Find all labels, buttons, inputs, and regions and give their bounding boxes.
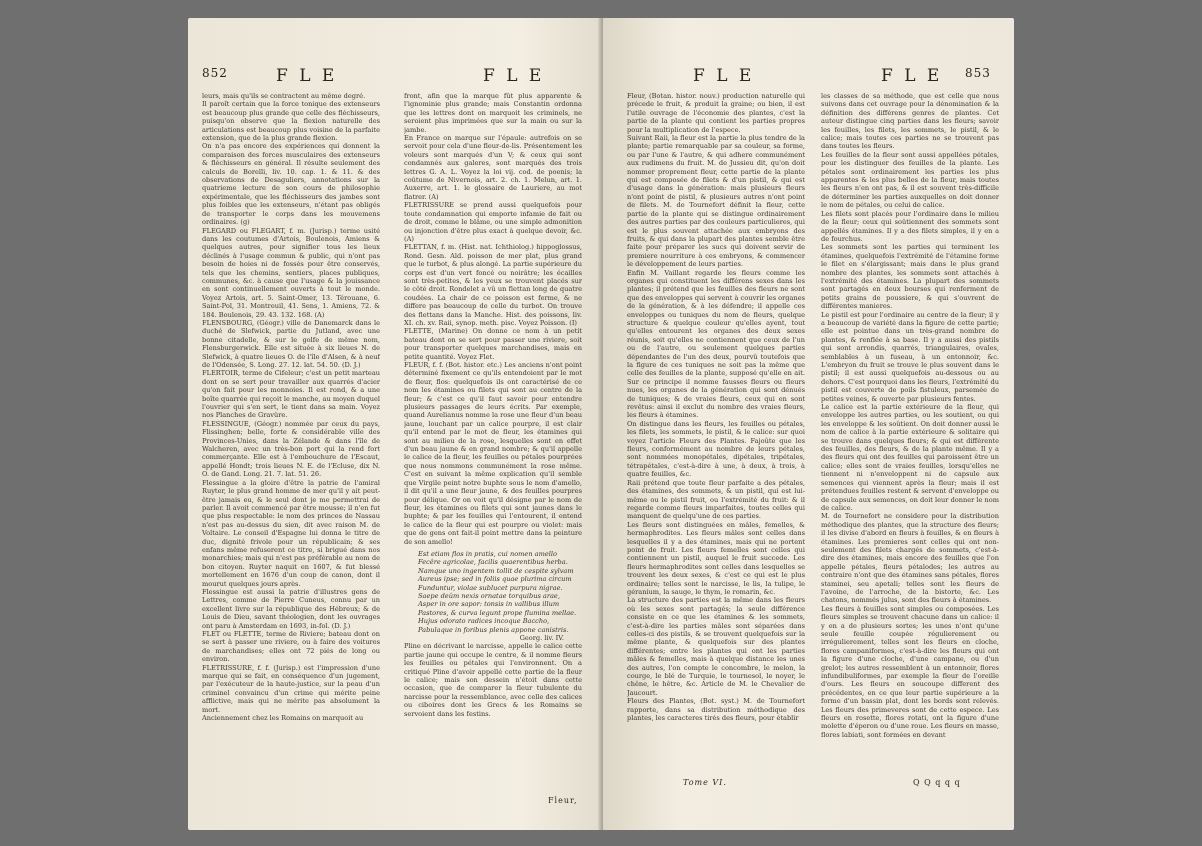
signature-mark: Q Q q q q xyxy=(913,778,961,787)
page-number-right: 853 xyxy=(965,66,991,80)
left-column-2 xyxy=(404,92,582,830)
page-number-left: 852 xyxy=(202,66,228,80)
catchword: Fleur, xyxy=(548,796,578,805)
left-column-1: leurs, mais qu'ils se contractent au même degré. Il paroît certain que la force tonique des extenseurs est beaucoup plus grande que celle des fléchisseurs, puisqu'on observe que la flexion naturelle des articulations est beaucoup plus voisine de la parfaite extension, que de la plus grande flexion. On n'a pas encore des expériences qui donnent la comparaison des forces musculaires des extenseurs & fléchisseurs en général. Il résulte seulement des calculs de Borelli, liv. 10. cap. 1. & 11. & des observations de Desaguliers, annotations sur la quatrieme lecture de son cours de philosophie expérimentale, que les fléchisseurs des jambes sont plus foibles que les extenseurs, n'étant pas obligés de transporter le corps dans les mouvemens ordinaires. (g) FLEGARD ou FLEGART, f. m. (Jurisp.) terme usité dans les coutumes d'Artois, Boulenois, Amiens & quelques autres, pour signifier tous les lieux déclinés à l'usage commun & public, qui n'ont pas besoin de hoies ni de fossés pour être conservés, tels que les chemins, sentiers, places publiques, communes, &c. à cause que l'usage & la jouissance en sont continuellement ouverts à tout le monde. Voyez Artois, art. 5. Saint-Omer, 13. Térouane, 6. Saint-Pol, 31. Montreuil, 41. Sens, 1. Amiens, 72. & 184. Boulenois, 29. 43. 132. 168. (A) FLENSBOURG, (Géogr.) ville de Danemarck dans le duché de Slefwick, partie du Jutland, avec une bonne citadelle, & sur le golfe de même nom, Flensburgerwick. Elle est située à six lieues N. de Slefwick, à quatre lieues O. de l'île d'Alsen, & à neuf de l'Odensée, S. Long. 27. 12. lat. 54. 50. (D. J.) FLERTOIR, terme de Cifeleur; c'est un petit marteau dont on se sert pour travailler aux quarrés d'acier qu'on fait pour les monnoies. Il est rond, & a une boîte quarrée qui reçoit le manche, au moyen duquel l'ouvrier qui s'en sert, le tient dans sa main. Voyez nos Planches de Gravûre. FLESSINGUE, (Géogr.) nommée par ceux du pays, Flissinghen; belle, forte & considérable ville des Provinces-Unies, dans la Zélande & dans l'île de Walcheren, avec un très-bon port qui la rend fort commerçante. Elle est à l'embouchure de l'Escaut, appellé Hondt; trois lieues N. E. de l'Ecluse, dix N. O. de Gand. Long. 21. 7. lat. 51. 26. Flessingue a la gloire d'être la patrie de l'amiral Ruyter, le plus grand homme de mer qu'il y ait peut-être jamais eu, & le seul dont je me permettrai de parler. Il avoit commencé par être mousse; il n'en fut que plus respectable: le nom des princes de Nassau n'est pas au-dessus du sien, dit avec raison M. de Voltaire. Le conseil d'Espagne lui donna le titre de duc, dignité frivole pour un républicain; & ses enfans même refuserent ce titre, si brigué dans nos monarchies; mais qui n'est pas préférable au nom de bon citoyen. Ruyter naquit en 1607, & fut blessé mortellement en 1676 d'un coup de canon, dont il mourut quelques jours après. Flessingue est aussi la patrie d'illustres gens de Lettres, comme de Pierre Cuneus, connu par un excellent livre sur la république des Hébreux; & de Louis de Dieu, savant théologien, dont les ouvrages ont paru à Amsterdam en 1693, in-fol. (D. J.) FLET ou FLETTE, terme de Riviere; bateau dont on se sert à passer une riviere, ou à faire des voitures de marchandises; elles ont 72 piés de long ou environ. FLETRISSURE, f. f. (Jurisp.) est l'impression d'une marque qui se fait, en conséquence d'un jugement, par l'exécuteur de la haute-justice, sur la peau d'un criminel convaincu d'un crime qui mérite peine afflictive, mais qui ne mérite pas absolument la mort. Anciennement chez les Romains on marquoit au xyxy=(202,92,380,723)
left-column-2-after: Pline en décrivant le narcisse, appelle le calice cette partie jaune qui occupe le centre, & il nomme fleurs les feuilles ou pétales qui l'environnent. On a critiqué Pline d'avoir appellé cette partie de la fleur le calice; mais son dessein n'étoit dans cette occasion, que de comparer la fleur tubulente du narcisse pour la ressemblance, avec celle des calices ou ciboires dont les Grecs & les Romains se servoient dans les festins. xyxy=(404,642,582,718)
virgil-poem: Est etiam flos in pratis, cui nomen amello Fecêre agricolae, facilis quaerentibus herba. Namque uno ingentem tollit de cespite sylvam Aureus ipse; sed in foliis quae plurima circum Funduntur, violae sublucet purpura nigrae. Saepe deûm nexis ornatae torquibus arae, Asper in ore sapor: tonsis in vallibus illum Pastores, & curva legunt prope flumina mellae. Hujus odorato radices incoque Baccho, Pabulaque in foribus plenis appone canistris. xyxy=(418,549,577,634)
volume-footer: Tome VI. xyxy=(683,778,727,787)
running-head-left-2: F L E xyxy=(483,66,545,86)
left-column-2-text: front, afin que la marque fût plus apparente & l'ignominie plus grande; mais Constantin ordonna que les lettres dont on marquoit les criminels, ne seroient plus imprimées que sur la main ou sur la jambe. En France on marque sur l'épaule: autrefois on se servoit pour cela d'une fleur-de-lis. Présentement les voleurs sont marqués d'un V; & ceux qui sont condamnés aux galeres, sont marqués des trois lettres G. A. L. Voyez la loi vij. cod. de poenis; la coûtume de Nivernois, art. 2. ch. 1. Melun, art. 1. Auxerre, art. 1. le glossaire de Lauriere, au mot flatrer. (A) FLETRISSURE se prend aussi quelquefois pour toute condamnation qui emporte infamie de fait ou de droit, comme le blâme, ou une simple admonition ou injonction d'être plus exact à quelque devoir, &c. (A) FLETTAN, f. m. (Hist. nat. Ichthiolog.) hippoglossus, Rond. Gesn. Ald. poisson de mer plat, plus grand que le turbot, & plus alongé. La partie supérieure du corps est d'un vert foncé ou noirâtre; les écailles sont très-petites, & les yeux se trouvent placés sur le côté droit. Rondelet a vû un flettan long de quatre coudées. La chair de ce poisson est ferme, & ne differe pas beaucoup de celle du turbot. On trouve des flettans dans la Manche. Hist. des poissons, liv. XI. ch. xv. Raii, synop. meth. pisc. Voyez Poisson. (I) FLETTE, (Marine) On donne ce nom à un petit bateau dont on se sert pour passer une riviere, soit pour transporter quelques marchandises, mais en petite quantité. Voyez Flet. FLEUR, f. f. (Bot. histor. etc.) Les anciens n'ont point déterminé fixement ce qu'ils entendoient par le mot de fleur, flos: quelquefois ils ont caractérisé de ce nom les étamines ou filets qui sont au centre de la fleur; & c'est ce qu'il faut savoir pour entendre plusieurs passages de leurs écrits. Par exemple, quand Aurelianus nomme la rose une fleur d'un beau jaune, louchant par un calice pourpre, il est clair qu'il entend par le mot de fleur, les étamines qui sont au milieu de la rose, lesquelles sont en effet d'un beau jaune & en grand nombre; & qu'il appelle le calice de la fleur, les feuilles ou pétales pourprées que nous nommons communément la rose même. C'est en suivant la même explication qu'il semble que Virgile peint notre buphte sous le nom d'amello, il dit qu'il a une fleur jaune, & des feuilles pourpres pour délique. Or on voit qu'il désigne par le nom de fleur, les étamines ou filets qui sont jaunes dans le buphte; & par les feuilles qui l'entourent, il entend le calice de la fleur qui est pourpre ou violet: mais que de gens ont fait-il point mettre dans la peinture de son amello! xyxy=(404,92,582,546)
right-column-1: Fleur, (Botan. histor. nouv.) production naturelle qui précede le fruit, & produit la graine; ou bien, il est l'utile ouvrage de l'économie des plantes, c'est la partie de la plante qui contient les parties propres pour la multiplication de l'espece. Suivant Raii, la fleur est la partie la plus tendre de la plante; partie remarquable par sa couleur, sa forme, ou par l'une & l'autre, & qui adhere communément aux rudimens du fruit. M. de Jussieu dit, qu'on doit nommer proprement fleur, cette partie de la plante qui est composée de filets & d'un pistil, & qui est d'usage dans la génération: mais plusieurs fleurs n'ont point de pistil, & plusieurs autres n'ont point de filets. M. de Tournefort définit la fleur, cette partie de la plante qui se distingue ordinairement des autres parties par des couleurs particulieres, qui est le plus souvent attachée aux embryons des fruits, & qui dans la plupart des plantes semble être faite pour préparer les sucs qui doivent servir de premiere nourriture à ces embryons, & commencer le développement de leurs parties. Enfin M. Vaillant regarde les fleurs comme les organes qui constituent les différens sexes dans les plantes; il prétend que les feuilles des fleurs ne sont que des enveloppes qui servent à couvrir les organes de la génération, & à les défendre; il appelle ces enveloppes ou tuniques du nom de fleurs, quelque structure & quelque couleur qu'elles ayent, tout qu'elles entourent les organes des deux sexes réunis, soit qu'elles ne contiennent que ceux de l'un ou de l'autre, ou seulement quelques parties dépendantes de l'un des deux, pourvû toutefois que la figure de ces tuniques ne soit pas la même que celle des feuilles de la plante, supposé qu'elle en ait. Sur ce principe il nomme fausses fleurs ou fleurs nues, les organes de la génération qui sont dénués de tuniques; & de vraies fleurs, ceux qui en sont revêtus: ainsi il exclut du nombre des vraies fleurs, les fleurs à étamines. On distingue dans les fleurs, les feuilles ou pétales, les filets, les sommets, le pistil, & le calice: sur quoi voyez l'article Fleurs des Plantes. Fajoûte que les fleurs, conformément au nombre de leurs pétales, sont nommées monopétales, dipétales, tripétales, tétrapétales, c'est-à-dire à une, à deux, à trois, à quatre feuilles, &c. Raii prétend que toute fleur parfaite a des pétales, des étamines, des sommets, & un pistil, qui est lui-même ou le pistil fruit, ou l'extrémité du fruit: & il regarde comme fleurs imparfaites, toutes celles qui manquent de quelqu'une de ces parties. Les fleurs sont distinguées en mâles, femelles, & hermaphrodites. Les fleurs mâles sont celles dans lesquelles il y a des étamines, mais qui ne portent point de fruit. Les fleurs femelles sont celles qui contiennent un pistil, auquel le fruit succede. Les fleurs hermaphrodites sont celles dans lesquelles se trouvent les deux sexes, & c'est ce qui est le plus ordinaire; telles sont le narcisse, le lis, la tulipe, le géranium, la sauge, le thym, le romarin, &c. La structure des parties est la même dans les fleurs où les sexes sont partagés; la seule différence consiste en ce que les étamines & les sommets, c'est-à-dire les parties mâles sont séparées dans celles-ci des pistils, & se trouvent quelquefois sur la même plante, & quelquefois sur des plantes différentes; entre les plantes qui ont les parties mâles & femelles, mais à quelque distance les unes des autres, l'on compte le concombre, le melon, la courge, le blé de Turquie, le tournesol, le noyer, le chêne, le hêtre, &c. Article de M. le Chevalier de Jaucourt. Fleurs des Plantes, (Bot. syst.) M. de Tournefort rapporte, dans sa distribution méthodique des plantes, les caracteres tirés des fleurs, pour établir xyxy=(627,92,805,723)
running-head-right-1: F L E xyxy=(693,66,755,86)
poem-citation: Georg. liv. IV. xyxy=(519,634,564,642)
left-page xyxy=(188,18,603,830)
running-head-right-2: F L E xyxy=(881,66,943,86)
right-page xyxy=(603,18,1014,830)
running-head-left-1: F L E xyxy=(276,66,338,86)
right-column-2: les classes de sa méthode, que est celle que nous suivons dans cet ouvrage pour la dénomination & la définition des différens genres de plantes. Cet auteur distingue cinq parties dans les fleurs; savoir les feuilles, les filets, les sommets, le pistil, & le calice; mais toutes ces parties ne se trouvent pas dans toutes les fleurs. Les feuilles de la fleur sont aussi appellées pétales, pour les distinguer des feuilles de la plante. Les pétales sont ordinairement les parties les plus apparentes & les plus belles de la fleur, mais toutes les fleurs n'en ont pas, & il est souvent très-difficile de déterminer les parties auxquelles on doit donner le nom de pétales, ou celui de calice. Les filets sont placés pour l'ordinaire dans le milieu de la fleur; ceux qui soûtiennent des sommets sont appellés étamines. Il y a des filets simples, il y en a de fourchus. Les sommets sont les parties qui terminent les étamines, quelquefois l'extrémité de l'étamine forme le filet en s'élargissant; mais dans le plus grand nombre des plantes, les sommets sont attachés à l'extrémité des étamines. La plupart des sommets sont partagés en deux bourses qui renferment de petits grains de poussiere, & qui s'ouvrent de différentes manieres. Le pistil est pour l'ordinaire au centre de la fleur; il y a beaucoup de variété dans la figure de cette partie; elle est pointue dans un très-grand nombre de plantes, & renflée à sa base. Il y a aussi des pistils qui sont arrondis, quarrés, triangulaires, ovales, semblables à un fuseau, à un entonnoir, &c. L'embryon du fruit se trouve le plus souvent dans le pistil; il est aussi quelquefois au-dessous ou au dehors. C'est pourquoi dans les fleurs, l'extrémité du pistil est couverte de poils fistuleux, parsemée de petites veines, & ouverte par plusieurs fentes. Le calice est la partie extérieure de la fleur, qui enveloppe les autres parties, ou les soutient, ou qui les enveloppe & les soûtient. On doit donner aussi le nom de calice à la partie extérieure & solitaire qui se trouve dans quelques fleurs; & qui est différente des feuilles, des fleurs, & de la plante même. Il y a des fleurs qui ont des feuilles qui paroissent être un calice; elles sont de vraies feuilles, lorsqu'elles ne tiennent ni n'enveloppent ni de capsule aux semences qui viennent après la fleur; mais il est prétendues feuilles restent & servent d'enveloppe ou de capsule aux semences, on doit leur donner le nom de calice. M. de Tournefort ne considere pour la distribution méthodique des plantes, que la structure des fleurs; il les divise d'abord en fleurs à feuilles, & en fleurs à étamines. Les premieres sont celles qui ont non-seulement des filets chargés de sommets, c'est-à-dire des étamines, mais encore des feuilles que l'on appelle pétales, fleurs pétalodes; les autres au contraire n'ont que des étamines sans pétales, flores staminei, seu apetali; telles sont les fleurs de l'avoine, de l'arroche, de la bistorte, &c. Les chatons, nommés julus, sont des fleurs à étamines. Les fleurs à feuilles sont simples ou composées. Les fleurs simples se trouvent chacune dans un calice: il y en a de plusieurs sortes; les unes n'ont qu'une seule feuille coupée régulierement ou irrégulierement, telles sont les fleurs en cloche, flores campaniformes, c'est-à-dire les fleurs qui ont la figure d'une cloche, d'une campane, ou d'un grelot; les autres ressemblent à un entonnoir, flores infundibuliformes, par exemple la fleur de l'oreille d'ours. Les fleurs en soucoupe different des précédentes, en ce que leur partie supérieure a la forme d'un bassin plat, dont les bords sont relevés. Les fleurs des primeveres sont de cette espece. Les fleurs en rosette, flores rotati, ont la figure d'une molette d'éperon ou d'une roue. Les fleurs en masse, flores labiati, sont formées en devant xyxy=(821,92,999,739)
